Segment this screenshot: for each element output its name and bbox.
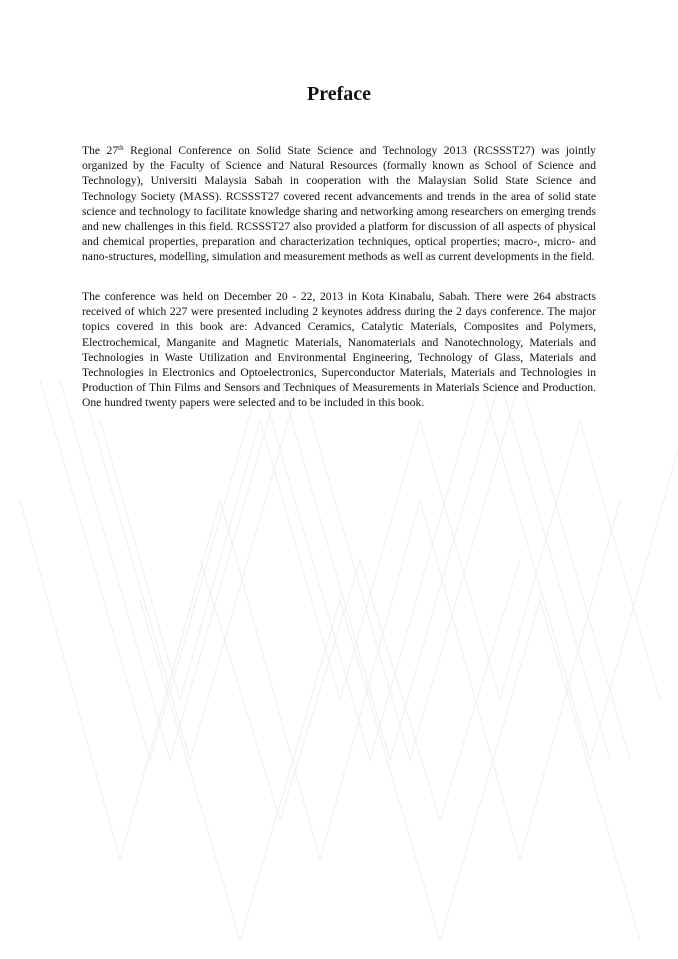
paragraph-1-lead: The 27 xyxy=(82,144,119,157)
page-title: Preface xyxy=(306,83,372,105)
preface-paragraph-2: The conference was held on December 20 - 22, 2013 in Kota Kinabalu, Sabah. There were 264 abstracts received of which 227 were presented including 2 keynotes address during the 2 days conference. The major topics covered in this book are: Advanced Ceramics, Catalytic Materials, Composites and Polymers, Electrochemical, Manganite and Magnetic Materials, Nanomaterials and Nanotechnology, Materials and Technologies in Waste Utilization and Environmental Engineering, Technology of Glass, Materials and Technologies in Electronics and Optoelectronics, Superconductor Materials, Materials and Technologies in Production of Thin Films and Sensors and Techniques of Measurements in Materials Science and Production. One hundred twenty papers were selected and to be included in this book. xyxy=(82,290,596,410)
ordinal-superscript: th xyxy=(118,144,124,152)
preface-paragraph-1 xyxy=(82,143,596,265)
paragraph-1-body: Regional Conference on Solid State Science and Technology 2013 (RCSSST27) was jointly organized by the Faculty of Science and Natural Resources (formally known as School of Science and Technology), Universiti Malaysia Sabah in cooperation with the Malaysian Solid State Science and Technology Society (MASS). RCSSST27 covered recent advancements and trends in the area of solid state science and technology to facilitate knowledge sharing and networking among researchers on emerging trends and new challenges in this field. RCSSST27 also provided a platform for discussion of all aspects of physical and chemical properties, preparation and characterization techniques, optical properties; macro-, micro- and nano-structures, modelling, simulation and measurement methods as well as current developments in the field. xyxy=(82,144,596,264)
